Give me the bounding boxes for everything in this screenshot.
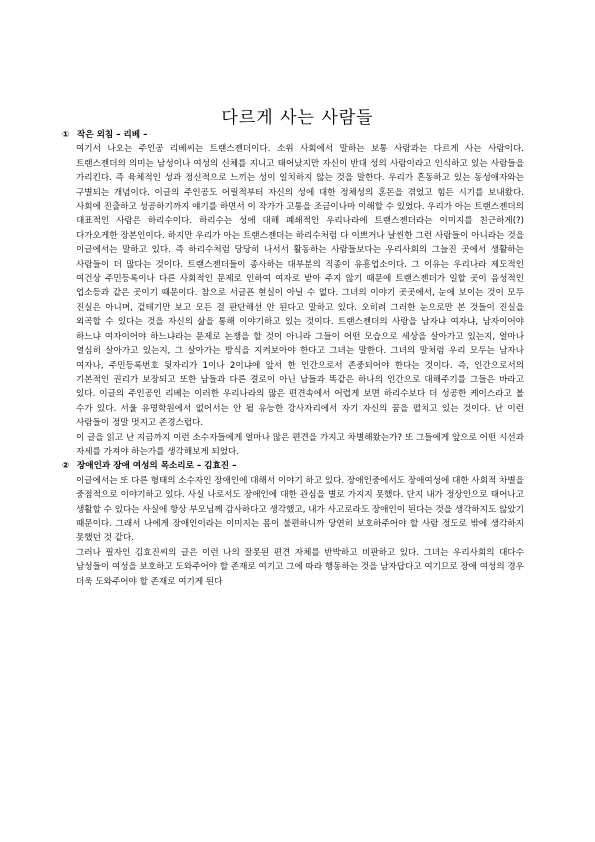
section-paragraph: 이글에서는 또 다른 형태의 소수자인 장애인에 대해서 이야기 하고 있다. 장애인중에서도 장애여성에 대한 사회적 차별을 중점적으로 이야기하고 있다. 사실 나로서도 장애인에 대한 관심을 별로 가지지 못했다. 단지 내가 정상인으로 태어나고 생활할 수 있다는 사실에 항상 부모님께 감사하다고 생각했고, 내가 사고로라도 장애인이 된다는 것을 생각하지도 않았기 때문이다. 그래서 나에게 장애인이라는 이미지는 몸이 불편하니까 당연히 보호하주어야 할 사람 정도로 밖에 생각하지 못했던 것 같다. (76, 475, 524, 544)
document-body (62, 128, 524, 589)
section-heading-text: 작은 외침 – 리베 – (77, 130, 148, 140)
section-number: ② (62, 461, 70, 472)
section-paragraph: 그러나 필자인 김효진씨의 글은 이런 나의 잘못된 편견 자체를 반박하고 비판하고 있다. 그녀는 우리사회의 대다수 남성들이 여성을 보호하고 도와주어야 할 존재로 여기고 그에 따라 행동하는 것을 남자답다고 여기므로 장애 여성의 경우 더욱 도와주어야 할 존재로 여기게 된다 (76, 547, 524, 587)
section-paragraph: 여기서 나오는 주인공 리베씨는 트랜스젠더이다. 소위 사회에서 말하는 보통 사람과는 다르게 사는 사람이다. 트랜스젠더의 의미는 남성이나 여성의 신체를 지니고 태어났지만 자신이 반대 성의 사람이라고 인식하고 있는 사람들을 가리킨다. 즉 육체적인 성과 정신적으로 느끼는 성이 일치하지 않는 것을 말한다. 우리가 흔동하고 있는 동성애자와는 구별되는 개념이다. 이글의 주인공도 어릴적부터 자신의 성에 대한 정체성의 혼돈을 겪었고 힘든 시기를 보내왔다. 사회에 진출하고 성공하기까지 얘기를 하면서 이 작가가 고통을 조금이나마 이해할 수 있었다. 우리가 아는 트랜스젠더의 대표적인 사람은 하리수이다. 하리수는 성에 대해 폐쇄적인 우리나라에 트랜스젠더라는 이미지를 친근하게(?) 다가오게한 장본인이다. 하지만 우리가 아는 트랜스젠더는 하리수처럼 다 이쁘거나 날씬한 그런 사람들이 아니라는 것을 이글에서는 말하고 있다. 즉 하리수처럼 당당히 나서서 활동하는 사람들보다는 우리사회의 그늘진 곳에서 생활하는 사람들이 더 많다는 것이다. 트랜스젠더들이 종사하는 대부분의 직종이 유흥업소이다. 그 이유는 우리나라 제도적인 여건상 주민등록이나 다른 사회적인 문제로 인하여 여자로 받아 주지 않기 때문에 트랜스젠더가 일할 곳이 음성적인 업소등과 같은 곳이기 때문이다. 참으로 서글픈 현실이 아닐 수 없다. 그녀의 이야기 곳곳에서, 눈에 보이는 것이 모두 진실은 아니며, 겉테기만 보고 모든 걸 판단해선 안 된다고 말하고 있다. 오히려 그러한 눈으로만 본 것들이 진실을 외곡할 수 있다는 것을 자신의 삶을 통해 이야기하고 있는 것이다. 트랜스젠더의 사랑을 남자냐 여자냐, 남자이어야 하느냐 여자이어야 하느냐라는 문제로 논쟁을 할 것이 아니라 그들이 어떤 모습으로 세상을 살아가고 있는지, 얼마나 열심히 살아가고 있는지, 그 살아가는 방식을 지켜보아야 한다고 그녀는 말한다. 그녀의 말처럼 우리 모두는 남자나 여자나, 주민등록번호 뒷자리가 1이나 2이냐에 앞서 한 인간으로서 존중되어야 한다는 것이다. 즉, 인간으로서의 기본적인 권리가 보장되고 또한 남들과 다른 결로이 아닌 남들과 똑같은 하나의 인간으로 대해주기를 그들은 바라고 있다. 이글의 주인공인 리베는 이러한 우리나라의 많은 편견속에서 어렵게 보면 하리수보다 더 성공한 케이스라고 볼 수가 있다. 서울 유명학원에서 없어서는 안 될 유능한 강사자리에서 자기 자신의 꿈을 펼치고 있는 것이다. 난 이런 사람들이 정말 멋지고 존경스럽다. (76, 144, 524, 429)
section-heading (62, 459, 524, 473)
section-1 (62, 128, 524, 459)
section-number: ① (62, 130, 70, 140)
section-heading-text: 장애인과 장애 여성의 목소리로 – 김효진 – (77, 461, 237, 472)
section-heading (62, 128, 524, 142)
section-2 (62, 459, 524, 589)
section-paragraph: 이 글을 읽고 난 지금까지 이런 소수자들에게 얼마나 많은 편견을 가지고 차별해왔는가? 또 그들에게 앞으로 어떤 시선과 자세를 가져야 하는가를 생각해보게 되었다. (76, 432, 524, 457)
document-title: 다르게 사는 사람들 (221, 108, 374, 129)
